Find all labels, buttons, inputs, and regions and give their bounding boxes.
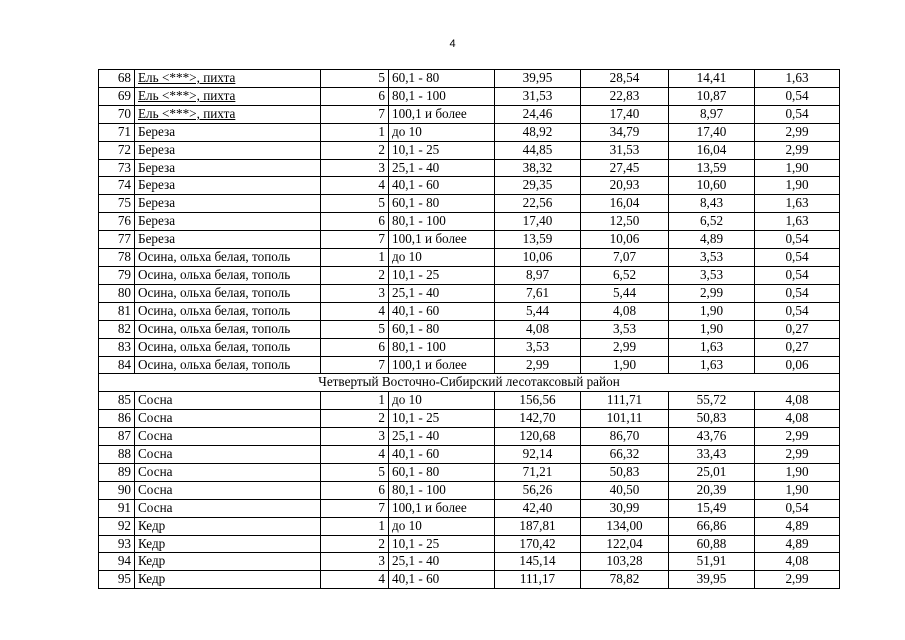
species-cell: Сосна (135, 428, 321, 446)
species-cell: Осина, ольха белая, тополь (135, 356, 321, 374)
rate-cell-4: 0,54 (755, 284, 840, 302)
rate-cell-2: 122,04 (581, 535, 669, 553)
rate-cell-3: 43,76 (669, 428, 755, 446)
rate-cell-2: 78,82 (581, 571, 669, 589)
species-cell: Осина, ольха белая, тополь (135, 249, 321, 267)
diameter-range-cell: 25,1 - 40 (389, 284, 495, 302)
rate-cell-3: 10,87 (669, 87, 755, 105)
rate-cell-3: 2,99 (669, 284, 755, 302)
diameter-range-cell: 10,1 - 25 (389, 535, 495, 553)
rate-cell-1: 31,53 (495, 87, 581, 105)
rate-cell-1: 5,44 (495, 302, 581, 320)
rate-cell-1: 7,61 (495, 284, 581, 302)
rate-cell-4: 1,90 (755, 463, 840, 481)
rate-cell-3: 13,59 (669, 159, 755, 177)
rate-cell-4: 4,08 (755, 392, 840, 410)
rate-cell-3: 17,40 (669, 123, 755, 141)
rate-cell-2: 86,70 (581, 428, 669, 446)
rate-cell-3: 1,90 (669, 320, 755, 338)
size-class-cell: 3 (321, 428, 389, 446)
size-class-cell: 7 (321, 231, 389, 249)
rate-cell-2: 22,83 (581, 87, 669, 105)
rate-cell-3: 4,89 (669, 231, 755, 249)
species-cell: Ель <***>, пихта (135, 70, 321, 88)
rate-cell-4: 1,90 (755, 159, 840, 177)
rate-cell-3: 50,83 (669, 410, 755, 428)
size-class-cell: 3 (321, 159, 389, 177)
row-number-cell: 94 (99, 553, 135, 571)
rate-cell-1: 156,56 (495, 392, 581, 410)
table-body-lower (99, 392, 840, 589)
rate-cell-1: 24,46 (495, 105, 581, 123)
rate-cell-2: 3,53 (581, 320, 669, 338)
row-number-cell: 83 (99, 338, 135, 356)
rate-cell-4: 2,99 (755, 571, 840, 589)
diameter-range-cell: 100,1 и более (389, 105, 495, 123)
rate-cell-2: 27,45 (581, 159, 669, 177)
table-row (99, 535, 840, 553)
rate-cell-2: 30,99 (581, 499, 669, 517)
diameter-range-cell: 40,1 - 60 (389, 571, 495, 589)
row-number-cell: 90 (99, 481, 135, 499)
size-class-cell: 6 (321, 213, 389, 231)
rate-cell-3: 60,88 (669, 535, 755, 553)
rate-cell-2: 40,50 (581, 481, 669, 499)
rate-cell-1: 13,59 (495, 231, 581, 249)
rate-cell-2: 12,50 (581, 213, 669, 231)
rate-cell-1: 56,26 (495, 481, 581, 499)
size-class-cell: 4 (321, 571, 389, 589)
diameter-range-cell: 60,1 - 80 (389, 463, 495, 481)
rate-cell-1: 4,08 (495, 320, 581, 338)
table-row (99, 481, 840, 499)
rate-cell-1: 187,81 (495, 517, 581, 535)
table-row (99, 87, 840, 105)
rate-cell-3: 10,60 (669, 177, 755, 195)
rate-cell-2: 1,90 (581, 356, 669, 374)
size-class-cell: 2 (321, 141, 389, 159)
diameter-range-cell: 60,1 - 80 (389, 195, 495, 213)
table-row (99, 410, 840, 428)
rate-cell-2: 28,54 (581, 70, 669, 88)
rate-cell-2: 16,04 (581, 195, 669, 213)
species-cell: Береза (135, 231, 321, 249)
rate-cell-3: 3,53 (669, 266, 755, 284)
rate-cell-1: 29,35 (495, 177, 581, 195)
rate-cell-3: 8,97 (669, 105, 755, 123)
rate-cell-3: 14,41 (669, 70, 755, 88)
species-cell: Ель <***>, пихта (135, 87, 321, 105)
rate-cell-3: 6,52 (669, 213, 755, 231)
rate-cell-4: 4,08 (755, 410, 840, 428)
rate-cell-2: 31,53 (581, 141, 669, 159)
species-cell: Береза (135, 177, 321, 195)
rate-cell-3: 39,95 (669, 571, 755, 589)
size-class-cell: 7 (321, 356, 389, 374)
diameter-range-cell: 10,1 - 25 (389, 410, 495, 428)
row-number-cell: 80 (99, 284, 135, 302)
rate-cell-1: 2,99 (495, 356, 581, 374)
species-cell: Сосна (135, 481, 321, 499)
diameter-range-cell: 100,1 и более (389, 499, 495, 517)
diameter-range-cell: 60,1 - 80 (389, 70, 495, 88)
rate-cell-2: 50,83 (581, 463, 669, 481)
row-number-cell: 72 (99, 141, 135, 159)
rate-cell-1: 142,70 (495, 410, 581, 428)
rate-cell-4: 4,89 (755, 535, 840, 553)
size-class-cell: 4 (321, 302, 389, 320)
size-class-cell: 5 (321, 195, 389, 213)
size-class-cell: 7 (321, 499, 389, 517)
rate-cell-2: 17,40 (581, 105, 669, 123)
rate-cell-1: 170,42 (495, 535, 581, 553)
rate-cell-4: 2,99 (755, 428, 840, 446)
diameter-range-cell: 25,1 - 40 (389, 428, 495, 446)
diameter-range-cell: 40,1 - 60 (389, 177, 495, 195)
diameter-range-cell: 25,1 - 40 (389, 159, 495, 177)
rate-cell-4: 0,54 (755, 249, 840, 267)
rate-cell-1: 92,14 (495, 446, 581, 464)
species-cell: Береза (135, 195, 321, 213)
rate-cell-4: 0,54 (755, 231, 840, 249)
rate-cell-2: 4,08 (581, 302, 669, 320)
row-number-cell: 69 (99, 87, 135, 105)
size-class-cell: 2 (321, 266, 389, 284)
table-row (99, 446, 840, 464)
species-cell: Кедр (135, 571, 321, 589)
rate-cell-2: 20,93 (581, 177, 669, 195)
size-class-cell: 5 (321, 70, 389, 88)
table-row (99, 571, 840, 589)
table-row (99, 70, 840, 88)
species-cell: Кедр (135, 535, 321, 553)
rate-cell-4: 0,54 (755, 302, 840, 320)
table-row (99, 266, 840, 284)
rate-cell-3: 25,01 (669, 463, 755, 481)
rate-cell-1: 111,17 (495, 571, 581, 589)
row-number-cell: 86 (99, 410, 135, 428)
species-cell: Береза (135, 141, 321, 159)
table-row (99, 499, 840, 517)
row-number-cell: 73 (99, 159, 135, 177)
diameter-range-cell: 10,1 - 25 (389, 141, 495, 159)
rate-cell-4: 2,99 (755, 141, 840, 159)
size-class-cell: 2 (321, 535, 389, 553)
rate-cell-3: 16,04 (669, 141, 755, 159)
diameter-range-cell: до 10 (389, 249, 495, 267)
diameter-range-cell: до 10 (389, 392, 495, 410)
rate-cell-1: 10,06 (495, 249, 581, 267)
rate-cell-1: 145,14 (495, 553, 581, 571)
rate-cell-1: 120,68 (495, 428, 581, 446)
row-number-cell: 95 (99, 571, 135, 589)
size-class-cell: 7 (321, 105, 389, 123)
table-row (99, 123, 840, 141)
rate-cell-4: 0,54 (755, 105, 840, 123)
row-number-cell: 76 (99, 213, 135, 231)
rate-cell-3: 8,43 (669, 195, 755, 213)
row-number-cell: 89 (99, 463, 135, 481)
tax-rate-table (98, 69, 840, 589)
row-number-cell: 71 (99, 123, 135, 141)
rate-cell-1: 48,92 (495, 123, 581, 141)
row-number-cell: 93 (99, 535, 135, 553)
diameter-range-cell: 80,1 - 100 (389, 213, 495, 231)
row-number-cell: 81 (99, 302, 135, 320)
row-number-cell: 68 (99, 70, 135, 88)
table-body-upper (99, 70, 840, 374)
rate-cell-2: 34,79 (581, 123, 669, 141)
table-row (99, 213, 840, 231)
rate-cell-3: 55,72 (669, 392, 755, 410)
size-class-cell: 3 (321, 284, 389, 302)
rate-cell-4: 0,27 (755, 338, 840, 356)
table-row (99, 463, 840, 481)
rate-cell-3: 20,39 (669, 481, 755, 499)
species-cell: Сосна (135, 392, 321, 410)
diameter-range-cell: 60,1 - 80 (389, 320, 495, 338)
table-row (99, 105, 840, 123)
species-cell: Сосна (135, 446, 321, 464)
rate-cell-4: 1,63 (755, 213, 840, 231)
row-number-cell: 92 (99, 517, 135, 535)
rate-cell-1: 8,97 (495, 266, 581, 284)
rate-cell-4: 2,99 (755, 446, 840, 464)
rate-cell-3: 1,63 (669, 356, 755, 374)
diameter-range-cell: 100,1 и более (389, 356, 495, 374)
rate-cell-1: 44,85 (495, 141, 581, 159)
rate-cell-2: 5,44 (581, 284, 669, 302)
rate-cell-3: 66,86 (669, 517, 755, 535)
size-class-cell: 1 (321, 517, 389, 535)
table-row (99, 428, 840, 446)
species-cell: Береза (135, 213, 321, 231)
rate-cell-3: 15,49 (669, 499, 755, 517)
rate-cell-2: 10,06 (581, 231, 669, 249)
size-class-cell: 6 (321, 338, 389, 356)
rate-cell-1: 17,40 (495, 213, 581, 231)
row-number-cell: 74 (99, 177, 135, 195)
diameter-range-cell: 10,1 - 25 (389, 266, 495, 284)
rate-cell-3: 33,43 (669, 446, 755, 464)
table-row (99, 195, 840, 213)
rate-cell-4: 0,06 (755, 356, 840, 374)
size-class-cell: 6 (321, 481, 389, 499)
table-row (99, 517, 840, 535)
table-row (99, 302, 840, 320)
table-row (99, 284, 840, 302)
rate-cell-4: 1,63 (755, 195, 840, 213)
rate-cell-1: 3,53 (495, 338, 581, 356)
size-class-cell: 5 (321, 320, 389, 338)
rate-cell-1: 42,40 (495, 499, 581, 517)
row-number-cell: 75 (99, 195, 135, 213)
size-class-cell: 3 (321, 553, 389, 571)
rate-cell-4: 0,27 (755, 320, 840, 338)
rate-cell-1: 22,56 (495, 195, 581, 213)
rate-cell-2: 66,32 (581, 446, 669, 464)
species-cell: Береза (135, 123, 321, 141)
rate-cell-2: 101,11 (581, 410, 669, 428)
rate-cell-1: 38,32 (495, 159, 581, 177)
table-row (99, 159, 840, 177)
table-row (99, 231, 840, 249)
row-number-cell: 78 (99, 249, 135, 267)
rate-cell-2: 111,71 (581, 392, 669, 410)
rate-cell-4: 0,54 (755, 87, 840, 105)
size-class-cell: 4 (321, 446, 389, 464)
diameter-range-cell: 40,1 - 60 (389, 446, 495, 464)
rate-cell-3: 51,91 (669, 553, 755, 571)
rate-cell-4: 1,90 (755, 177, 840, 195)
size-class-cell: 5 (321, 463, 389, 481)
table-row (99, 356, 840, 374)
rate-cell-4: 4,89 (755, 517, 840, 535)
diameter-range-cell: 80,1 - 100 (389, 87, 495, 105)
size-class-cell: 6 (321, 87, 389, 105)
row-number-cell: 88 (99, 446, 135, 464)
rate-cell-3: 1,63 (669, 338, 755, 356)
table-row (99, 338, 840, 356)
size-class-cell: 1 (321, 123, 389, 141)
row-number-cell: 70 (99, 105, 135, 123)
size-class-cell: 1 (321, 392, 389, 410)
row-number-cell: 82 (99, 320, 135, 338)
rate-cell-2: 2,99 (581, 338, 669, 356)
size-class-cell: 2 (321, 410, 389, 428)
rate-cell-1: 39,95 (495, 70, 581, 88)
rate-cell-2: 7,07 (581, 249, 669, 267)
rate-cell-4: 4,08 (755, 553, 840, 571)
rate-cell-4: 0,54 (755, 499, 840, 517)
size-class-cell: 4 (321, 177, 389, 195)
rate-cell-4: 0,54 (755, 266, 840, 284)
diameter-range-cell: 80,1 - 100 (389, 338, 495, 356)
table-row (99, 177, 840, 195)
species-cell: Кедр (135, 553, 321, 571)
species-cell: Осина, ольха белая, тополь (135, 284, 321, 302)
species-cell: Осина, ольха белая, тополь (135, 338, 321, 356)
species-cell: Сосна (135, 410, 321, 428)
rate-cell-3: 3,53 (669, 249, 755, 267)
rate-cell-3: 1,90 (669, 302, 755, 320)
diameter-range-cell: 80,1 - 100 (389, 481, 495, 499)
table-region-section (99, 374, 840, 392)
species-cell: Кедр (135, 517, 321, 535)
page-number: 4 (449, 38, 456, 50)
rate-cell-4: 1,90 (755, 481, 840, 499)
table-row (99, 392, 840, 410)
rate-cell-2: 134,00 (581, 517, 669, 535)
rate-cell-4: 1,63 (755, 70, 840, 88)
table-row (99, 320, 840, 338)
diameter-range-cell: 40,1 - 60 (389, 302, 495, 320)
rate-cell-4: 2,99 (755, 123, 840, 141)
diameter-range-cell: до 10 (389, 123, 495, 141)
row-number-cell: 85 (99, 392, 135, 410)
rate-cell-1: 71,21 (495, 463, 581, 481)
diameter-range-cell: 100,1 и более (389, 231, 495, 249)
rate-cell-2: 6,52 (581, 266, 669, 284)
species-cell: Сосна (135, 463, 321, 481)
diameter-range-cell: 25,1 - 40 (389, 553, 495, 571)
size-class-cell: 1 (321, 249, 389, 267)
row-number-cell: 87 (99, 428, 135, 446)
species-cell: Сосна (135, 499, 321, 517)
row-number-cell: 84 (99, 356, 135, 374)
species-cell: Осина, ольха белая, тополь (135, 302, 321, 320)
species-cell: Осина, ольха белая, тополь (135, 320, 321, 338)
region-header-row (99, 374, 840, 392)
table-row (99, 553, 840, 571)
species-cell: Осина, ольха белая, тополь (135, 266, 321, 284)
table-row (99, 141, 840, 159)
row-number-cell: 77 (99, 231, 135, 249)
species-cell: Береза (135, 159, 321, 177)
row-number-cell: 79 (99, 266, 135, 284)
region-title: Четвертый Восточно-Сибирский лесотаксовый район (99, 374, 840, 392)
row-number-cell: 91 (99, 499, 135, 517)
table-row (99, 249, 840, 267)
diameter-range-cell: до 10 (389, 517, 495, 535)
rate-cell-2: 103,28 (581, 553, 669, 571)
species-cell: Ель <***>, пихта (135, 105, 321, 123)
